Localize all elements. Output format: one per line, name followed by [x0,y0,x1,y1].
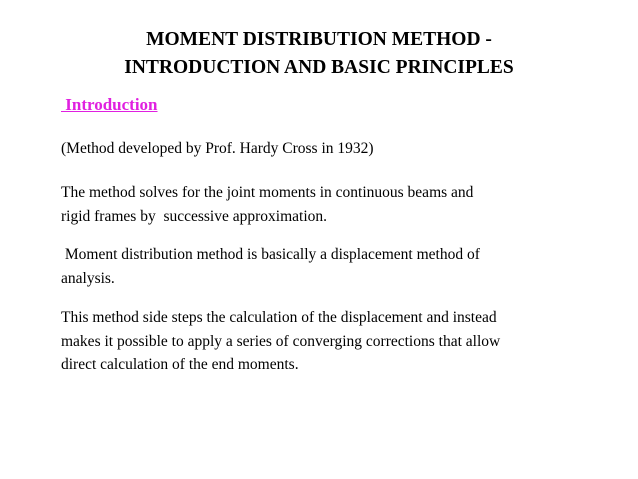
paragraph-method-summary [61,181,621,228]
paragraph-line: analysis. [61,269,115,287]
paragraph-attribution [61,137,621,161]
paragraph-line: This method side steps the calculation of the displacement and instead [61,309,497,326]
paragraph-displacement-method [61,243,621,290]
paragraph-converging-corrections [61,306,621,377]
page-title-line-2: INTRODUCTION AND BASIC PRINCIPLES [124,57,514,78]
paragraph-line: makes it possible to apply a series of converging corrections that allow [61,332,501,350]
page-title-line-1: MOMENT DISTRIBUTION METHOD - [146,29,492,50]
paragraph-line: Moment distribution method is basically a displacement method of [61,246,480,263]
paragraph-line: The method solves for the joint moments in continuous beams and [61,184,474,201]
section-heading-introduction: Introduction [61,95,158,114]
paragraph-line: rigid frames by successive approximation. [61,207,328,225]
paragraph-line: direct calculation of the end moments. [61,356,299,373]
paragraph-line: (Method developed by Prof. Hardy Cross in 1932) [61,140,374,157]
